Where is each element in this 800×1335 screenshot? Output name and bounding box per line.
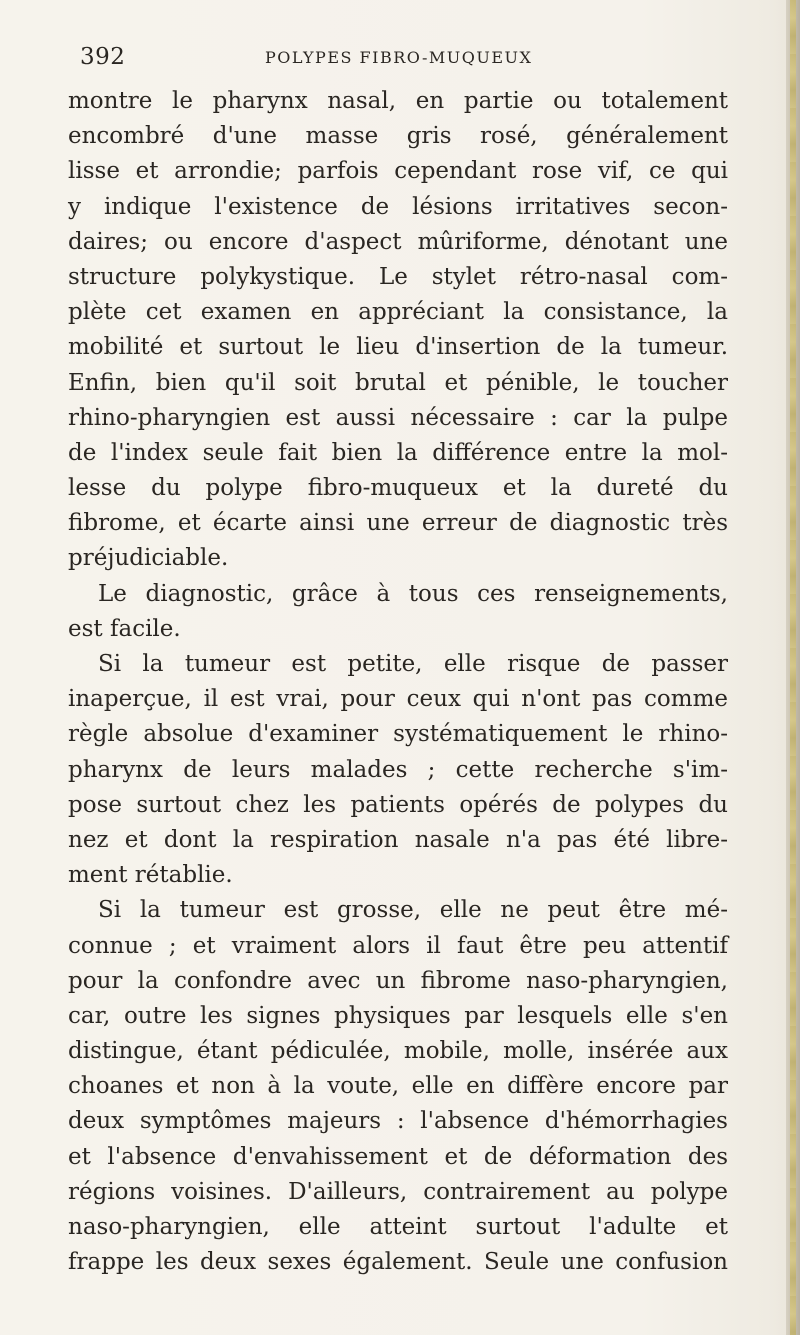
text-line: inaperçue, il est vrai, pour ceux qui n'ont pas comme [68, 686, 728, 713]
text-line: rhino-pharyngien est aussi nécessaire : car la pulpe [68, 404, 728, 431]
text-line: plète cet examen en appréciant la consistance, la [68, 299, 728, 326]
text-line: montre le pharynx nasal, en partie ou totalement [68, 88, 728, 114]
text-line: pose surtout chez les patients opérés de polypes du [68, 791, 728, 818]
text-line: encombré d'une masse gris rosé, généralement [68, 123, 728, 150]
text-line: règle absolue d'examiner systématiquement le rhino- [68, 721, 728, 748]
text-line: fibrome, et écarte ainsi une erreur de diagnostic très [68, 510, 728, 537]
body-text [68, 84, 728, 1280]
page-header [80, 44, 720, 84]
text-line: régions voisines. D'ailleurs, contrairement au polype [68, 1178, 728, 1205]
text-line: distingue, étant pédiculée, mobile, molle, insérée aux [68, 1038, 728, 1065]
text-line: est facile. [68, 615, 181, 642]
text-line: Enfin, bien qu'il soit brutal et pénible, le toucher [68, 369, 728, 396]
text-line: deux symptômes majeurs : l'absence d'hémorrhagies [68, 1108, 728, 1135]
text-line: structure polykystique. Le stylet rétro-nasal com- [68, 263, 728, 290]
text-line: naso-pharyngien, elle atteint surtout l'adulte et [68, 1214, 728, 1240]
text-line: et l'absence d'envahissement et de déformation des [68, 1143, 728, 1170]
text-line: car, outre les signes physiques par lesquels elle s'en [68, 1002, 728, 1029]
text-line: choanes et non à la voute, elle en diffère encore par [68, 1073, 728, 1100]
text-line: Le diagnostic, grâce à tous ces renseignements, [98, 580, 728, 607]
page-number: 392 [80, 44, 126, 70]
text-line: Si la tumeur est petite, elle risque de passer [98, 651, 728, 677]
text-line: Si la tumeur est grosse, elle ne peut être mé- [98, 897, 728, 924]
text-line: pharynx de leurs malades ; cette recherche s'im- [68, 756, 728, 783]
text-line: mobilité et surtout le lieu d'insertion de la tumeur. [68, 334, 728, 361]
text-line: préjudiciable. [68, 545, 229, 572]
text-line: y indique l'existence de lésions irritatives secon- [68, 193, 728, 220]
text-line: lesse du polype fibro-muqueux et la dureté du [68, 475, 728, 502]
text-line: lisse et arrondie; parfois cependant rose vif, ce qui [68, 158, 728, 185]
text-line: connue ; et vraiment alors il faut être peu attentif [68, 932, 728, 959]
text-line: pour la confondre avec un fibrome naso-pharyngien, [68, 967, 728, 994]
text-line: ment rétablie. [68, 862, 233, 889]
text-line: nez et dont la respiration nasale n'a pas été libre- [68, 826, 728, 853]
text-line: de l'index seule fait bien la différence entre la mol- [68, 439, 728, 466]
text-line: daires; ou encore d'aspect mûriforme, dénotant une [68, 228, 728, 255]
gilt-edge [790, 0, 796, 1335]
running-head: POLYPES FIBRO-MUQUEUX [265, 48, 533, 67]
text-line: frappe les deux sexes également. Seule une confusion [68, 1249, 728, 1276]
